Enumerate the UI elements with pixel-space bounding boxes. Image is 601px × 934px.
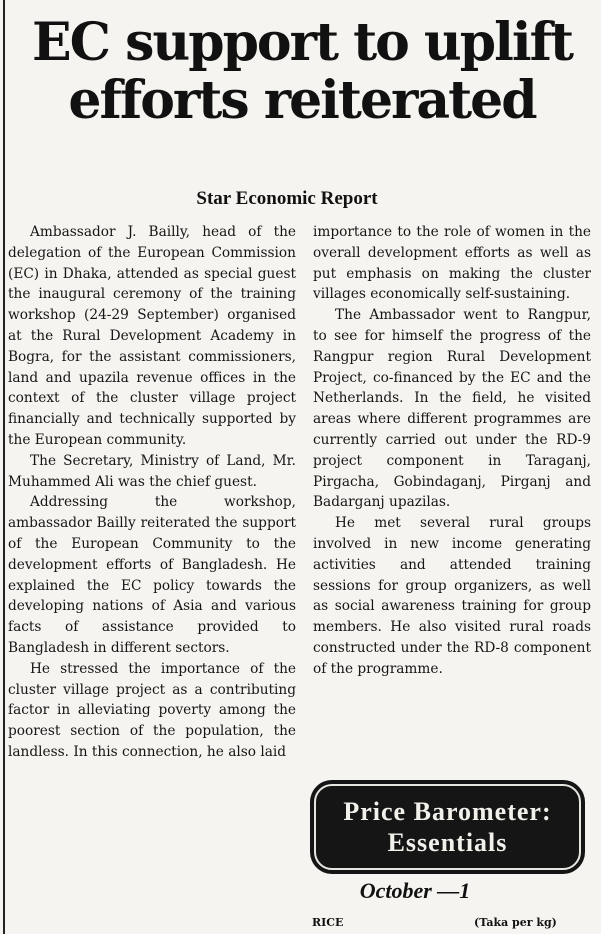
price-item-label: RICE [312, 916, 344, 929]
price-barometer-subtitle: Essentials [387, 828, 508, 857]
paragraph: He stressed the importance of the cluster village project as a contributing factor in alleviating poverty among the poorest section of the population, the landless. In this connection, he also laid [8, 660, 296, 760]
paragraph: Addressing the workshop, ambassador Bailly reiterated the support of the European Community to the development efforts of Bangladesh. He explained the EC policy towards the developing nations of Asia and various facts of assistance provided to Bangladesh in different sectors. [8, 494, 296, 656]
price-barometer-frame [314, 784, 581, 870]
article-right-column [313, 222, 591, 767]
headline: EC support to uplift efforts reiterated [32, 12, 572, 131]
price-barometer-banner [310, 780, 585, 874]
price-unit: (Taka per kg) [474, 916, 557, 929]
price-date: October —1 [359, 878, 471, 903]
paragraph: He met several rural groups involved in new income generating activities and attended training sessions for group organizers, as well as social awareness training for group members. He also visited rural roads constructed under the RD-8 component of the programme. [313, 515, 591, 677]
paragraph: importance to the role of women in the overall development efforts as well as put emphasis on making the cluster villages economically self-sustaining. [313, 224, 591, 303]
paragraph: The Secretary, Ministry of Land, Mr. Muhammed Ali was the chief guest. [8, 452, 296, 490]
article-left-column [8, 222, 296, 930]
column-rule [3, 0, 5, 934]
paragraph: Ambassador J. Bailly, head of the delegation of the European Commission (EC) in Dhaka, attended as special guest the inaugural ceremony of the training workshop (24-29 September) organised at the Rural Development Academy in Bogra, for the assistant commissioners, land and upazila revenue offices in the context of the cluster village project financially and technically supported by the European community. [8, 224, 296, 448]
paragraph: The Ambassador went to Rangpur, to see for himself the progress of the Rangpur region Rural Development Project, co-financed by the EC and the Netherlands. In the field, he visited areas where different programmes are currently carried out under the RD-9 project component in Taraganj, Pirgacha, Gobindaganj, Pirganj and Badarganj upazilas. [313, 307, 591, 511]
price-barometer-title: Price Barometer: [343, 797, 552, 826]
byline: Star Economic Report [196, 188, 378, 209]
